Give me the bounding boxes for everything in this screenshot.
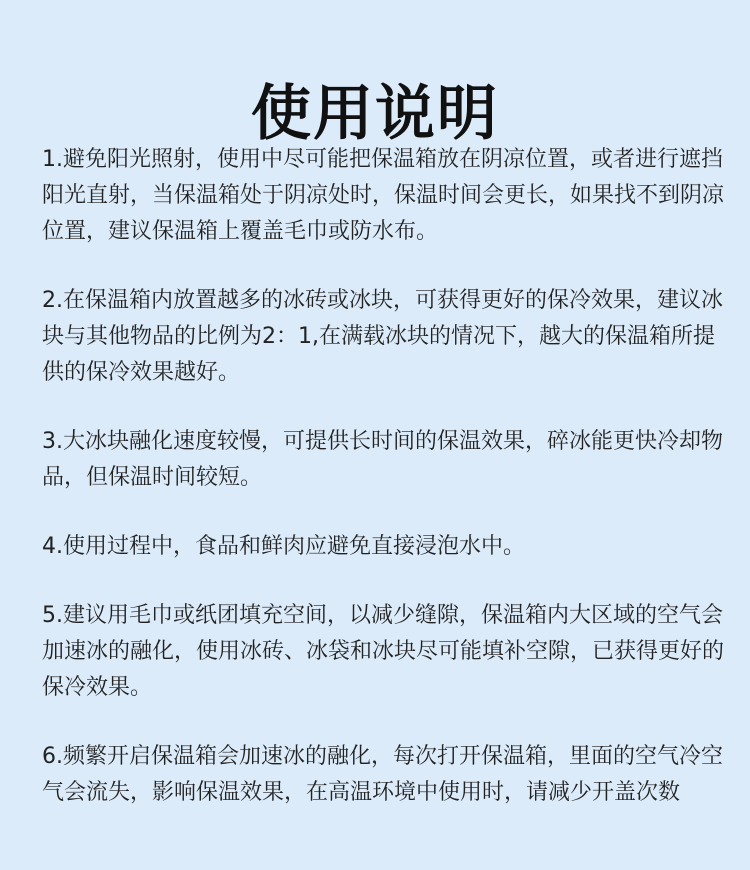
instruction-item-1: 1.避免阳光照射，使用中尽可能把保温箱放在阴凉位置，或者进行遮挡阳光直射，当保温箱处于阴凉处时，保温时间会更长，如果找不到阴凉位置，建议保温箱上覆盖毛巾或防水布。 [42, 147, 725, 244]
instruction-list [42, 142, 730, 811]
instruction-item-5: 5.建议用毛巾或纸团填充空间，以减少缝隙，保温箱内大区域的空气会加速冰的融化，使用冰砖、冰袋和冰块尽可能填补空隙，已获得更好的保冷效果。 [42, 603, 725, 700]
instruction-item-3: 3.大冰块融化速度较慢，可提供长时间的保温效果，碎冰能更快冷却物品，但保温时间较短。 [42, 429, 723, 490]
instruction-item-6: 6.频繁开启保温箱会加速冰的融化，每次打开保温箱，里面的空气冷空气会流失，影响保温效果，在高温环境中使用时，请减少开盖次数 [42, 744, 723, 805]
instruction-item-4: 4.使用过程中，食品和鲜肉应避免直接浸泡水中。 [42, 534, 525, 559]
instruction-item-2: 2.在保温箱内放置越多的冰砖或冰块，可获得更好的保冷效果，建议冰块与其他物品的比例为2：1,在满载冰块的情况下，越大的保温箱所提供的保冷效果越好。 [42, 288, 723, 385]
page-title: 使用说明 [251, 79, 499, 150]
